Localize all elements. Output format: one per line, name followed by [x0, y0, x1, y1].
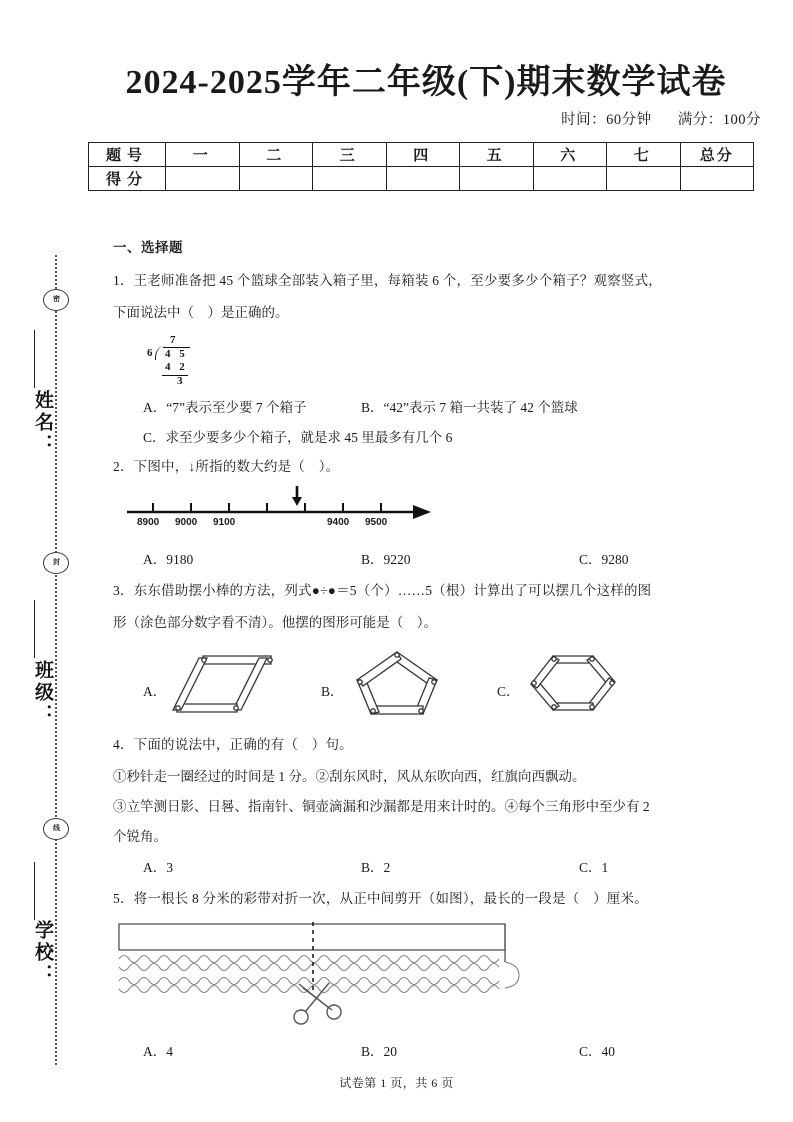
exam-total-score: 满分：100分 — [677, 112, 761, 128]
parallelogram-sticks-icon[interactable] — [171, 650, 281, 727]
score-cell-7[interactable] — [607, 167, 681, 191]
question-4-option-b[interactable]: B．2 — [361, 860, 391, 875]
long-division-figure — [147, 334, 217, 390]
page-footer: 试卷第 1 页，共 6 页 — [339, 1076, 454, 1090]
exam-body — [113, 232, 691, 1068]
number-line-tick-label-3: 9100 — [213, 517, 236, 528]
class-field-label: 班级： — [32, 660, 53, 726]
question-1-option-a[interactable]: A．“7”表示至少要 7 个箱子 — [143, 400, 307, 415]
question-5-option-b[interactable]: B．20 — [361, 1044, 398, 1059]
number-line-tick-label-6: 9400 — [327, 517, 350, 528]
number-line-tick-label-1: 8900 — [137, 517, 160, 528]
question-3-line-1: 3．东东借助摆小棒的方法，列式●÷●＝5（个）……5（根）计算出了可以摆几个这样的图 — [113, 583, 652, 598]
question-3 — [113, 576, 691, 726]
division-subtraction-rule — [162, 375, 188, 376]
question-4-statement-1: ①秒针走一圈经过的时间是 1 分。②刮东风时，风从东吹向西，红旗向西飘动。 — [113, 769, 586, 784]
question-5-option-c[interactable]: C．40 — [579, 1044, 616, 1059]
question-4-statement-2: ③立竿测日影、日晷、指南针、铜壶滴漏和沙漏都是用来计时的。④每个三角形中至少有 2 — [113, 799, 650, 814]
question-2 — [113, 452, 691, 574]
question-3-option-a-label[interactable]: A． — [143, 684, 167, 699]
division-quotient: 7 — [170, 334, 176, 346]
class-field-rule — [34, 600, 35, 658]
score-table-col-2: 二 — [239, 143, 313, 167]
question-4-line-1: 4．下面的说法中，正确的有（ ）句。 — [113, 737, 353, 752]
score-table-row-label-1: 题号 — [89, 143, 166, 167]
score-table-row-label-2: 得分 — [89, 167, 166, 191]
question-1-option-b[interactable]: B．“42”表示 7 箱一共装了 42 个篮球 — [361, 400, 578, 415]
number-line-tick-label-2: 9000 — [175, 517, 198, 528]
exam-duration: 时间：60分钟 — [561, 112, 652, 128]
division-remainder: 3 — [177, 375, 183, 387]
score-cell-2[interactable] — [239, 167, 313, 191]
seal-badge-1: 密 — [43, 289, 69, 311]
section-heading-choice: 一、选择题 — [113, 240, 183, 255]
division-divisor: 6 — [147, 347, 153, 359]
number-line-tick-label-7: 9500 — [365, 517, 388, 528]
question-5-option-a[interactable]: A．4 — [143, 1044, 173, 1059]
school-field-rule — [34, 862, 35, 920]
question-4-statement-3: 个锐角。 — [113, 829, 167, 844]
ribbon-svg — [113, 920, 553, 1036]
question-2-line-1: 2．下图中，↓所指的数大约是（ ）。 — [113, 459, 340, 474]
question-1-option-c[interactable]: C．求至少要多少个箱子，就是求 45 里最多有几个 6 — [143, 430, 453, 445]
question-1-line-1: 1．王老师准备把 45 个篮球全部装入箱子里，每箱装 6 个，至少要多少个箱子？观察竖式， — [113, 273, 662, 288]
score-cell-6[interactable] — [533, 167, 607, 191]
name-field-rule — [34, 330, 35, 388]
score-table-col-3: 三 — [313, 143, 387, 167]
question-3-line-2: 形（涂色部分数字看不清）。他摆的图形可能是（ ）。 — [113, 615, 437, 630]
score-cell-5[interactable] — [460, 167, 534, 191]
question-2-option-b[interactable]: B．9220 — [361, 552, 411, 567]
hexagon-sticks-icon[interactable] — [525, 650, 621, 725]
seal-badge-3: 线 — [43, 818, 69, 840]
table-row-scores — [89, 167, 754, 191]
page-title: 2024-2025学年二年级(下)期末数学试卷 — [125, 64, 727, 101]
question-2-option-c[interactable]: C．9280 — [579, 552, 629, 567]
school-field-label: 学校： — [32, 920, 53, 986]
score-cell-total[interactable] — [680, 167, 754, 191]
question-4 — [113, 730, 691, 882]
folded-ribbon-figure — [113, 920, 691, 1036]
score-cell-3[interactable] — [313, 167, 387, 191]
score-table-col-total: 总分 — [680, 143, 754, 167]
score-cell-1[interactable] — [166, 167, 240, 191]
question-5 — [113, 884, 691, 1066]
pentagon-sticks-icon[interactable] — [349, 646, 445, 727]
score-table-col-7: 七 — [607, 143, 681, 167]
division-dividend: 4 5 — [165, 348, 188, 360]
score-table-col-6: 六 — [533, 143, 607, 167]
question-3-option-c-label[interactable]: C． — [497, 684, 520, 699]
score-table — [88, 142, 754, 191]
score-table-col-4: 四 — [386, 143, 460, 167]
seal-margin — [0, 0, 92, 1122]
question-1 — [113, 266, 691, 452]
exam-meta — [539, 108, 761, 129]
question-1-line-2: 下面说法中（ ）是正确的。 — [113, 305, 289, 320]
seal-badge-2: 封 — [43, 552, 69, 574]
question-5-line-1: 5．将一根长 8 分米的彩带对折一次，从正中间剪开（如图），最长的一段是（ ）厘米。 — [113, 891, 648, 906]
question-4-option-a[interactable]: A．3 — [143, 860, 173, 875]
question-4-option-c[interactable]: C．1 — [579, 860, 609, 875]
name-field-label: 姓名： — [32, 390, 53, 456]
score-cell-4[interactable] — [386, 167, 460, 191]
number-line-svg — [123, 486, 443, 544]
question-2-options — [113, 546, 691, 574]
question-3-shape-choices — [113, 646, 691, 726]
table-row-header — [89, 143, 754, 167]
division-subtrahend: 4 2 — [165, 361, 188, 373]
question-1-options-row-1 — [113, 394, 691, 422]
question-3-option-b-label[interactable]: B． — [321, 684, 344, 699]
score-table-col-1: 一 — [166, 143, 240, 167]
question-5-options — [113, 1038, 691, 1066]
scissors-icon — [294, 983, 341, 1024]
number-line-figure — [123, 486, 443, 544]
question-4-options — [113, 854, 691, 882]
question-2-option-a[interactable]: A．9180 — [143, 552, 194, 567]
score-table-col-5: 五 — [460, 143, 534, 167]
